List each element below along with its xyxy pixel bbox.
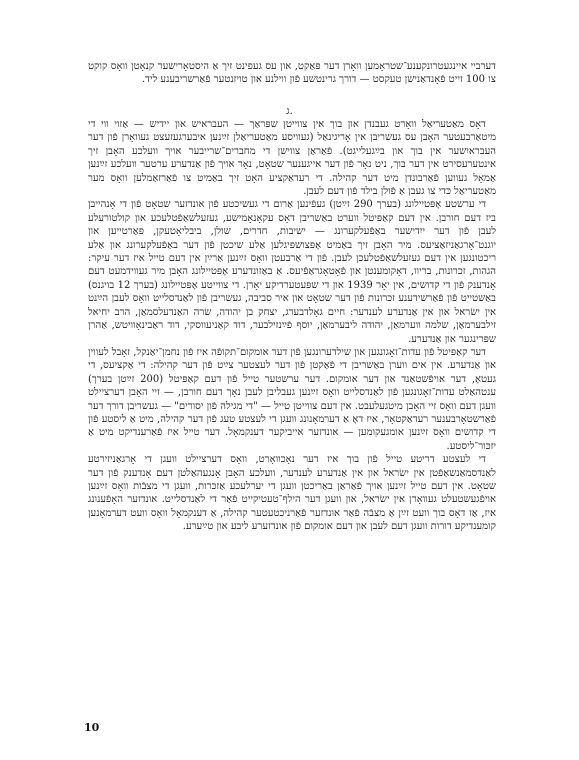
page-number: 10 <box>84 721 100 734</box>
section-marker: ג. <box>286 106 293 117</box>
body-paragraph: די לעצטע דריטע טייל פֿון בוך איז דער נאָכוואָרט, וואָס דערציילט וועגן די אָרגאַניזירטע לאַנדסמאַנשאַפֿטן אין ישׂראל און אין אַנדערע לענדער, וועלכע האָבן אָנגעהאַלטן דעם אָנדענק פֿון דער שטאָט. אין דעם טייל זײַנען אויך פֿאַראַן באַריכטן וועגן די יערלעכע אַזכּרות, וועגן די מצבֿות וואָס זײַנען אויפֿגעשטעלט געוואָרן אין ישׂראל, און וועגן דער הילף־טעטיקייט פֿאַר די לאַנדסלייט. אונדזער האָפֿענונג איז, אַז דאָס בוך וועט זײַן אַ מצבֿה פֿאַר אונדזער פֿאַרניכטעטער קהילה, אַ דענקמאָל וואָס וועט דערמאָנען קומענדיקע דורות וועגן דעם לעבן און דעם אומקום פֿון אונדזערע ליבע און טײַערע. <box>88 454 496 533</box>
top-paragraph: דערביי איינגעטרונקענע־שטראָמען וואָרן דער פּאַקט, און עס געפינט זיך אַ היסטאָרישער קנאָטן וואָס קוקט צו 100 זייט פֿאָנדאַנישן טעקסט — דורך גרינטשע פֿון ווילנע און טויזנטער פֿאַרשריבענע ליד. <box>88 61 496 86</box>
body-paragraph: די ערשטע אָפּטיילונג (בערך 290 זײַטן) געפֿינען אַרום די געשיכטע פֿון אונדזער שטאָט פֿון די אָנהייבן ביז דעם חורבן. אין דעם קאַפּיטל ווערט באַשריבן דאָס עקאָנאָמישע, געזעלשאַפֿטלעכע און קולטורעלע לעבן פֿון דער ייִדישער באַפֿעלקערונג — ישיבות, חדרים, שולן, ביבליאָטעקן, פּאַרטייען און יוגנט־אָרגאַניזאַציעס. מיר האָבן זיך באַמיט אָפּצושפּיגלען אַלע שיכטן פֿון דער באַפֿעלקערונג און אַלע ריכטונגען אין דעם געזעלשאַפֿטלעכן לעבן. פֿון די אַרבעטן וואָס זײַנען אַרײַן אין דעם טייל איז דער עיקר: הגהות, זכרונות, בריוו, דאָקומענטן און פֿאָטאָגראַפֿיעס. אַ באַזונדערע אָפּטיילונג האָבן מיר געווידמעט דעם אָנדענק פֿון די קדושים, אין יאָר 1939 און די שפּעטערדיקע יאָרן. די צווייטע אָפּטיילונג (בערך 12 בויגנס) באַשטייט פֿון פֿאַרשידענע זכרונות פֿון דער שטאָט און איר סביבה, געשריבן פֿון לאַנדסלייט וואָס לעבן הײַנט אין ישׂראל און אין אַנדערע לענדער: חיים גאָלדבערג, יצחק בן יהודה, שׂרה האַנדעלסמאַן, הרב יחיאל זילבערמאַן, שלמה ווערמאַן, יהודה ליבערמאַן, יוסף פֿײַנזילבער, דוד קאַניעווסקי, דוד ראַבינאָוויטש, אַהרן שפּרינגער און אַנדערע. <box>88 199 497 345</box>
top-paragraph-block <box>88 60 496 87</box>
body-paragraph: דער קאַפּיטל פֿון עדות־זאָגונגען און שילדערונגען פֿון דער אומקום־תקופֿה איז פֿון נחמן־יאַנקל, זאָבל לעווין און אַנדערע. אין אים ווערן באַשריבן די פֿאַקטן פֿון דער לעצטער צײַט פֿון דער קהילה: די אַקציעס, די געטאָ, דער אויפֿשטאַנד און דער אומקום. דער ערשטער טייל פֿון דעם קאַפּיטל (200 זײַטן בערך) ענטהאַלט עדות־זאָגונגען פֿון לאַנדסלייט וואָס זײַנען געבליבן לעבן נאָך דעם חורבן, — זיי האָבן דערציילט וועגן דעם וואָס זיי האָבן מיטגעלעבט. אין דעם צווייטן טייל — "די מגילה פֿון יסורים" — געשריבן דורך דער פֿאַרשטאָרבענער רעדאַקטאָר, איז דאָ אַ דערמאָנונג וועגן די לעצטע טעג פֿון דער קהילה, מיט אַ ליסטע פֿון די קדושים וואָס זײַנען אומגעקומען — אונדזער אייביקער דענקמאָל. דער טייל איז פֿאַרענדיקט מיט אַ יזכּור־ליסטע. <box>88 346 497 452</box>
body-text-block <box>88 118 496 534</box>
body-paragraph: דאָס מאַטעריאַל וואָרט געבנדן און בוך אין צווייטן שפּראַך — העבראיש און יידיש — אַזוי ווי די מיטאַרבעטער האָבן עס געשריבן אין אָריגינאַל (געוויסע מאַטעריאַלן זײַנען איבערגעזעצט געוואָרן פֿון דער העבראיִשער אין בוך און בײַגעלייגט). פֿאַראַן צווישן די מחברים־שרייבער אויך וועלכע האָבן זיך אינטערעסירט אין דער בוך, ניט נאָר פֿון דער אייגענער שטאָט, נאָר אויך פֿון אַנדערע ערטער וועלכע זײַנען אַמאָל געווען פֿאַרבונדן מיט דער קהילה. די רעדאַקציע האָט זיך באַמיט צו פֿאַרזאַמלען וואָס מער מאַטעריאַל כּדי צו געבן אַ פֿולן בילד פֿון דעם לעבן. <box>88 119 496 198</box>
